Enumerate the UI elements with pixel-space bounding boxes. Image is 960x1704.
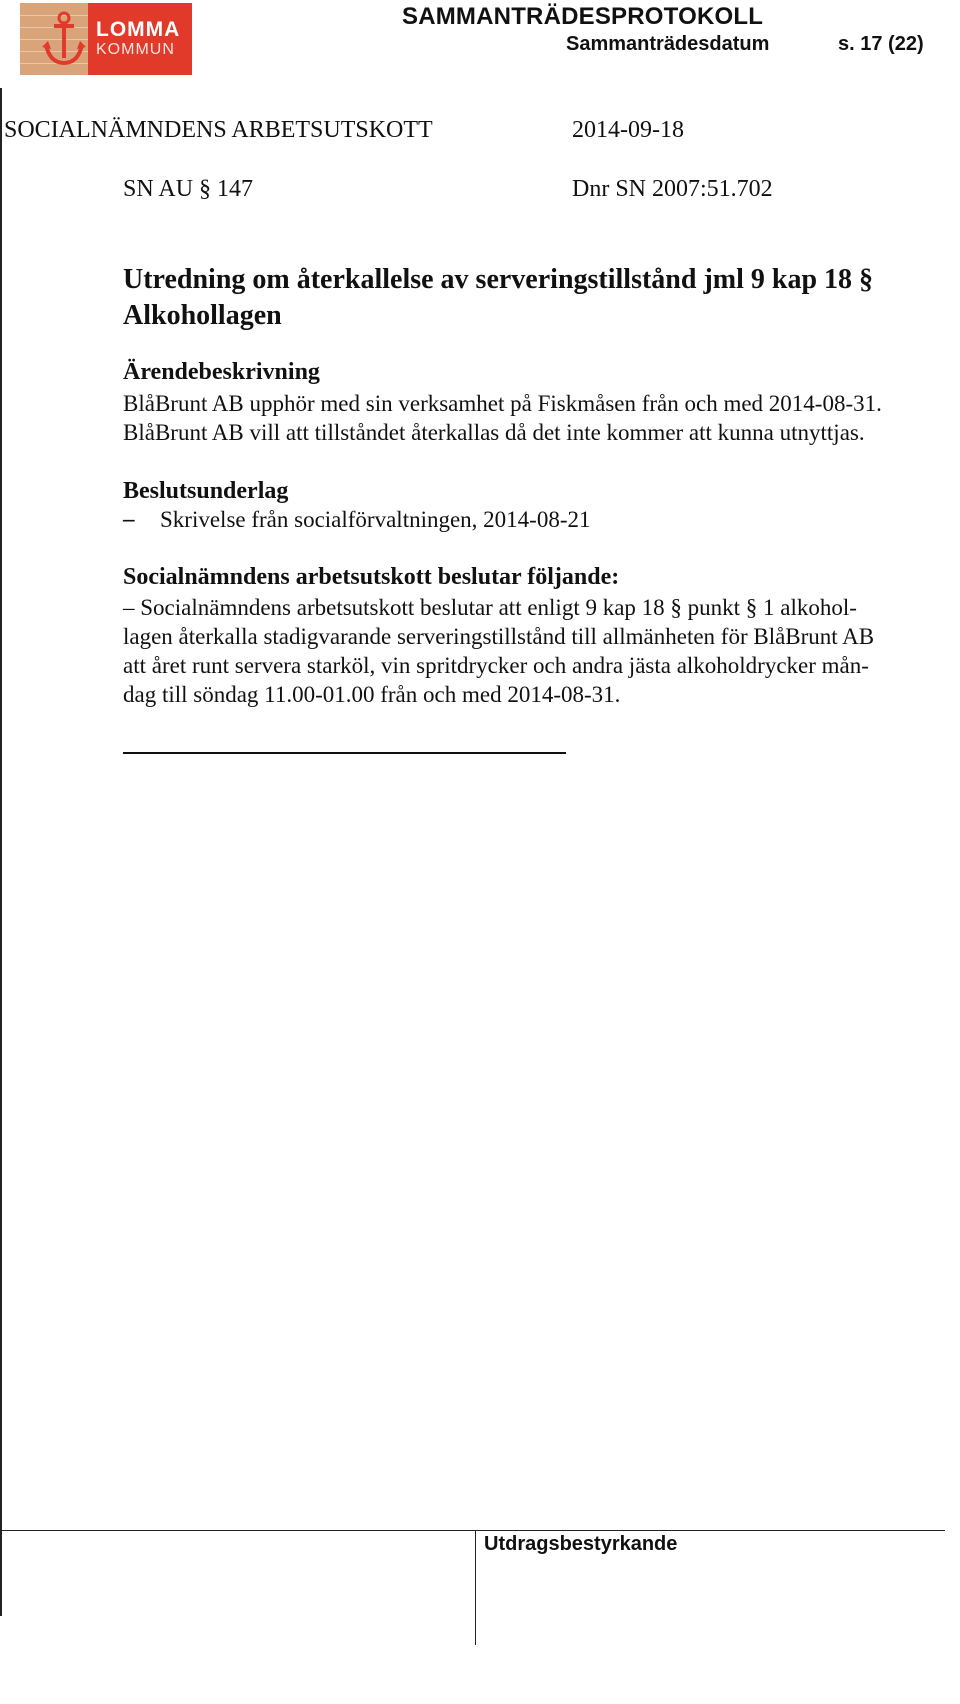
basis-bullet: – bbox=[123, 506, 135, 531]
case-title-line-2: Alkohollagen bbox=[123, 300, 282, 331]
description-heading: Ärendebeskrivning bbox=[123, 359, 320, 385]
basis-item: Skrivelse från socialförvaltningen, 2014-08-21 bbox=[160, 507, 591, 532]
decision-line-4: dag till söndag 11.00-01.00 från och med 2014-08-31. bbox=[123, 682, 621, 707]
certification-label: Utdragsbestyrkande bbox=[484, 1533, 678, 1555]
signature-divider bbox=[475, 1531, 476, 1645]
paragraph-number: SN AU § 147 bbox=[123, 176, 254, 202]
diary-number: Dnr SN 2007:51.702 bbox=[572, 176, 773, 202]
case-title bbox=[123, 262, 873, 334]
logo-brick-panel bbox=[20, 3, 88, 75]
footer-divider bbox=[0, 1530, 945, 1531]
description-line-1: BlåBrunt AB upphör med sin verksamhet på Fiskmåsen från och med 2014-08-31. bbox=[123, 391, 882, 416]
description-line-2: BlåBrunt AB vill att tillståndet återkallas då det inte kommer att kunna utnyttjas. bbox=[123, 420, 865, 445]
basis-heading: Beslutsunderlag bbox=[123, 478, 289, 504]
decision-text bbox=[123, 593, 953, 709]
meeting-date-label: Sammanträdesdatum bbox=[566, 33, 770, 55]
logo-badge bbox=[88, 3, 192, 75]
logo-text-lomma: LOMMA bbox=[96, 18, 181, 41]
logo-text-kommun: KOMMUN bbox=[96, 41, 175, 58]
end-of-section-rule bbox=[123, 752, 566, 754]
decision-line-2: lagen återkalla stadigvarande serveringstillstånd till allmänheten för BlåBrunt AB bbox=[123, 624, 875, 649]
decision-heading: Socialnämndens arbetsutskott beslutar följande: bbox=[123, 564, 620, 590]
meeting-date: 2014-09-18 bbox=[572, 117, 684, 143]
anchor-icon bbox=[42, 11, 86, 67]
decision-line-3: att året runt servera starköl, vin spritdrycker och andra jästa alkoholdrycker mån- bbox=[123, 653, 869, 678]
document-type: SAMMANTRÄDESPROTOKOLL bbox=[402, 3, 764, 30]
decision-line-1: – Socialnämndens arbetsutskott beslutar att enligt 9 kap 18 § punkt § 1 alkohol- bbox=[123, 595, 857, 620]
municipality-logo bbox=[20, 3, 192, 75]
page-number: s. 17 (22) bbox=[838, 33, 924, 55]
left-border bbox=[0, 88, 2, 1616]
case-title-line-1: Utredning om återkallelse av serveringstillstånd jml 9 kap 18 § bbox=[123, 264, 874, 295]
committee-name: SOCIALNÄMNDENS ARBETSUTSKOTT bbox=[4, 117, 433, 143]
